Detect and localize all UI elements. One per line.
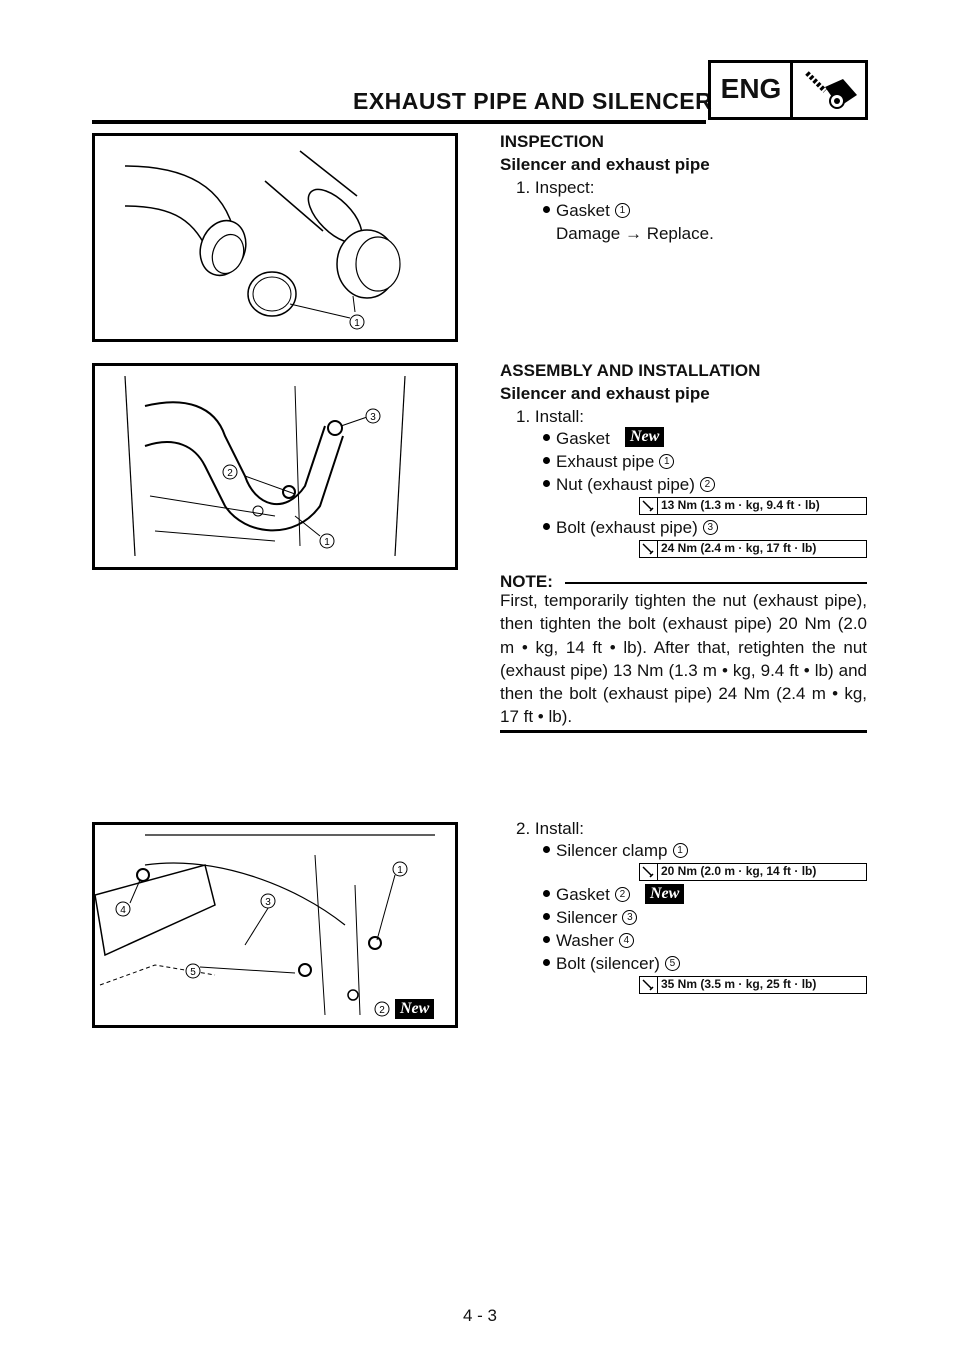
page-number: 4 - 3 xyxy=(462,1306,498,1325)
inspection-result: Damage → Replace. xyxy=(556,224,714,243)
bullet xyxy=(543,846,550,853)
new-badge: New xyxy=(645,884,684,904)
item-number: 5 xyxy=(665,956,680,971)
torque-value: 13 Nm (1.3 m · kg, 9.4 ft · lb) xyxy=(661,498,820,512)
item-number: 3 xyxy=(622,910,637,925)
callout-1: 1 xyxy=(324,537,330,548)
inspection-step: 1. Inspect: xyxy=(516,178,595,197)
torque-spec-silencer-bolt xyxy=(639,976,867,994)
install2-item xyxy=(543,884,630,906)
section-label: ENG xyxy=(720,73,782,104)
inspection-item xyxy=(543,200,630,222)
assembly-item xyxy=(543,451,674,473)
bullet xyxy=(543,936,550,943)
install2-item xyxy=(543,930,634,952)
assembly-item-label: Exhaust pipe xyxy=(556,452,655,471)
header-rule xyxy=(92,120,706,124)
item-number: 1 xyxy=(659,454,674,469)
torque-wrench-icon xyxy=(640,864,658,880)
note-rule xyxy=(565,582,867,584)
install2-item-label: Washer xyxy=(556,931,614,950)
install2-item-label: Bolt (silencer) xyxy=(556,954,660,973)
assembly-heading: ASSEMBLY AND INSTALLATION xyxy=(500,361,761,380)
install2-item xyxy=(543,840,688,862)
install2-item-label: Gasket xyxy=(556,885,610,904)
section-divider xyxy=(790,63,793,117)
bullet xyxy=(543,959,550,966)
torque-wrench-icon xyxy=(640,541,658,557)
inspection-item-label: Gasket xyxy=(556,201,610,220)
bullet xyxy=(543,890,550,897)
torque-wrench-icon xyxy=(640,977,658,993)
item-number: 2 xyxy=(700,477,715,492)
assembly-item xyxy=(543,474,715,496)
install2-item-label: Silencer clamp xyxy=(556,841,668,860)
inspection-subheading: Silencer and exhaust pipe xyxy=(500,155,710,174)
callout-1: 1 xyxy=(354,318,360,329)
item-number: 3 xyxy=(703,520,718,535)
callout-5: 5 xyxy=(190,967,196,978)
inspection-heading: INSPECTION xyxy=(500,132,604,151)
note-end-rule xyxy=(500,730,867,733)
torque-value: 35 Nm (3.5 m · kg, 25 ft · lb) xyxy=(661,977,817,991)
figure-new-badge: New xyxy=(395,999,434,1019)
torque-wrench-icon xyxy=(640,498,658,514)
bullet xyxy=(543,434,550,441)
torque-spec-nut xyxy=(639,497,867,515)
engine-icon xyxy=(799,65,863,117)
assembly-item xyxy=(543,428,610,450)
bullet xyxy=(543,913,550,920)
silencer-install-illustration xyxy=(95,825,455,1025)
item-number: 1 xyxy=(615,203,630,218)
figure-assembly xyxy=(92,363,458,570)
assembly-step: 1. Install: xyxy=(516,407,585,426)
assembly-subheading: Silencer and exhaust pipe xyxy=(500,384,710,403)
callout-4: 4 xyxy=(120,905,126,916)
page-title: EXHAUST PIPE AND SILENCER xyxy=(353,88,713,114)
assembly-item-label: Bolt (exhaust pipe) xyxy=(556,518,698,537)
item-number: 1 xyxy=(673,843,688,858)
callout-2: 2 xyxy=(227,468,233,479)
assembly-item-label: Gasket xyxy=(556,429,610,448)
callout-2: 2 xyxy=(379,1005,385,1016)
install2-item xyxy=(543,907,637,929)
figure-silencer xyxy=(92,822,458,1028)
callout-1: 1 xyxy=(397,865,403,876)
bullet xyxy=(543,480,550,487)
item-number: 2 xyxy=(615,887,630,902)
assembly-item xyxy=(543,517,718,539)
new-badge: New xyxy=(625,427,664,447)
install2-item xyxy=(543,953,680,975)
install2-step: 2. Install: xyxy=(516,819,585,838)
exhaust-parts-illustration xyxy=(95,136,455,339)
torque-spec-clamp xyxy=(639,863,867,881)
note-body: First, temporarily tighten the nut (exhaust pipe), then tighten the bolt (exhaust pipe) 20 Nm (2.0 m • kg, 14 ft • lb). After that, retighten the nut (exhaust pipe) 13 Nm (1.3 m • kg, 9.4 ft • lb) and then the bolt (exhaust pipe) 24 Nm (2.4 m • kg, 17 ft • lb). xyxy=(500,591,867,727)
torque-value: 24 Nm (2.4 m · kg, 17 ft · lb) xyxy=(661,541,817,555)
torque-spec-bolt xyxy=(639,540,867,558)
callout-3: 3 xyxy=(370,412,376,423)
exhaust-pipe-install-illustration xyxy=(95,366,455,567)
assembly-item-label: Nut (exhaust pipe) xyxy=(556,475,695,494)
note-heading: NOTE: xyxy=(500,572,553,591)
install2-item-label: Silencer xyxy=(556,908,618,927)
bullet xyxy=(543,457,550,464)
figure-inspection xyxy=(92,133,458,342)
item-number: 4 xyxy=(619,933,634,948)
bullet xyxy=(543,523,550,530)
section-tab xyxy=(708,60,868,120)
torque-value: 20 Nm (2.0 m · kg, 14 ft · lb) xyxy=(661,864,817,878)
bullet xyxy=(543,206,550,213)
callout-3: 3 xyxy=(265,897,271,908)
